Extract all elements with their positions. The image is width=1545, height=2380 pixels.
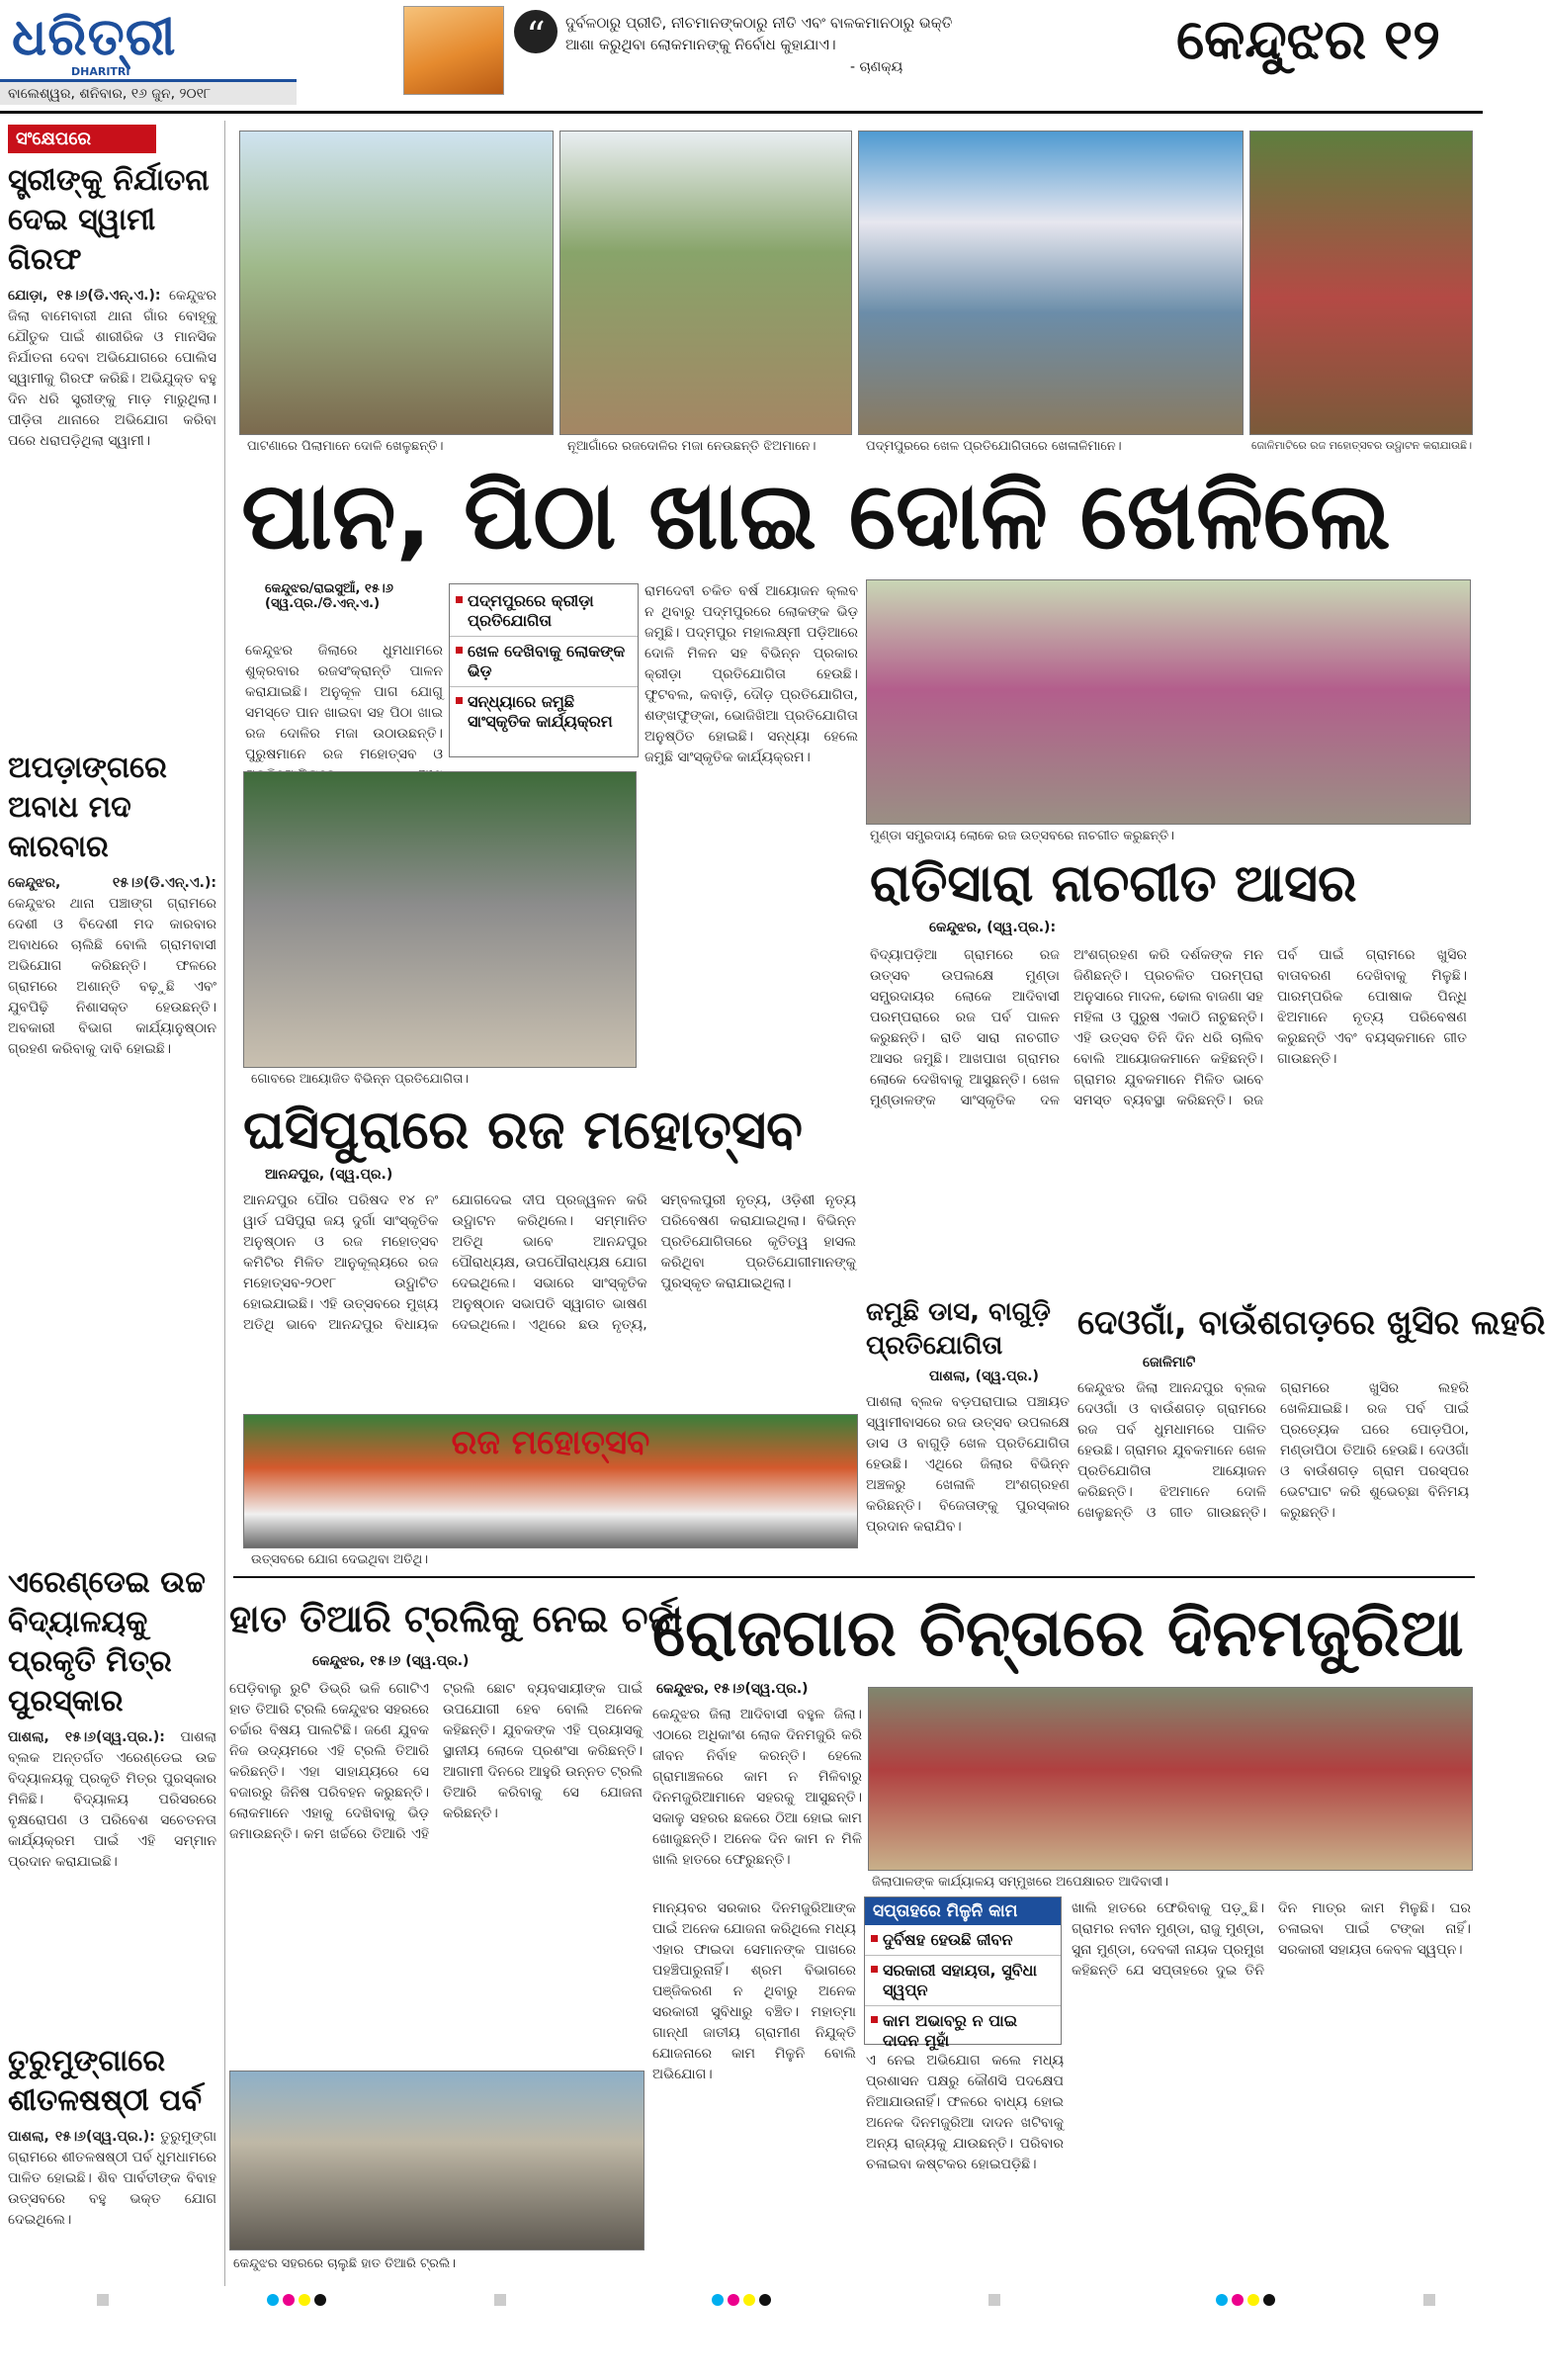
print-registration-marks (0, 2292, 1483, 2306)
highlight-item: ସନ୍ଧ୍ୟାରେ ଜମୁଛି ସାଂସ୍କୃତିକ କାର୍ଯ୍ୟକ୍ରମ (450, 687, 638, 737)
deogaon-story-dateline: ଜୋଳିମାଟି (1143, 1355, 1196, 1370)
brief-headline: ଅପଡ଼ାଙ୍ଗରେ ଅବାଧ ମଦ କାରବାର (8, 750, 167, 864)
lead-highlights-box (449, 583, 639, 757)
highlight-item: ଖେଳ ଦେଖିବାକୁ ଲୋକଙ୍କ ଭିଡ଼ (450, 637, 638, 687)
briefs-column (0, 121, 225, 2286)
highlight-item: ଦୁର୍ବିଷହ ହେଉଛି ଜୀବନ (865, 1925, 1061, 1956)
quote-author: - ଚାଣକ୍ୟ (850, 59, 903, 75)
brief-dateline: କେନ୍ଦୁଝର, ୧୫।୬(ଡି.ଏନ୍.ଏ.): (8, 875, 216, 891)
registration-dot (1247, 2294, 1259, 2306)
registration-dot (267, 2294, 279, 2306)
bauri-story-body: ପାଶଲା ବ୍ଲକ ବଡ଼ପରାପାଇ ପଞ୍ଚାୟତ ସ୍ୱାମୀବାସରେ ରଜ ଉତ୍ସବ ଉପଲକ୍ଷେ ଡାସ ଓ ବାଗୁଡ଼ି ଖେଳ ପ୍ରତିଯୋଗିତା ହେଉଛି। ଏଥିରେ ଜିଲାର ବିଭିନ୍ନ ଅଞ୍ଚଳରୁ ଖେଳାଳି ଅଂଶଗ୍ରହଣ କରିଛନ୍ତି। ବିଜେତାଙ୍କୁ ପୁରସ୍କାର ପ୍ରଦାନ କରାଯିବ। (866, 1394, 1070, 1535)
brief-headline: ତୁରୁମୁଙ୍ଗାରେ ଶୀତଳଷଷ୍ଠୀ ପର୍ବ (8, 2044, 203, 2118)
brief-item (0, 2040, 224, 2380)
festival-banner: ରଜ ମହୋତ୍ସବ (451, 1423, 650, 1462)
lead-headline: ପାନ, ପିଠା ଖାଇ ଦୋଳି ଖେଳିଲେ (241, 463, 1391, 571)
photo-hand-trolley (229, 2071, 644, 2250)
registration-dot (728, 2294, 739, 2306)
photo-village-swing (559, 131, 852, 435)
photo-caption: ମୁଣ୍ଡା ସମ୍ପ୍ରଦାୟ ଲୋକେ ରଜ ଉତ୍ସବରେ ନାଚଗୀତ କରୁଛନ୍ତି। (870, 829, 1175, 843)
briefs-tag: ସଂକ୍ଷେପରେ (8, 125, 156, 153)
chanakya-portrait (403, 6, 504, 95)
newspaper-logo-sub: DHARITRI (71, 65, 130, 78)
photo-caption: କେନ୍ଦୁଝର ସହରରେ ଚାଲୁଛି ହାତ ତିଆରି ଟ୍ରଲି। (233, 2256, 456, 2271)
photo-caption: ଜିଲାପାଳଙ୍କ କାର୍ଯ୍ୟାଳୟ ସମ୍ମୁଖରେ ଅପେକ୍ଷାରତ ଆଦିବାସୀ। (872, 1875, 1168, 1890)
photo-caption: ପଦ୍ମପୁରରେ ଖେଳ ପ୍ରତିଯୋଗିତାରେ ଖେଳାଳିମାନେ। (866, 439, 1122, 454)
night-story-headline: ରାତିସାରା ନାଚଗୀତ ଆସର (870, 854, 1357, 914)
labour-story-body-3: ଏ ନେଇ ଅଭିଯୋଗ କଲେ ମଧ୍ୟ ପ୍ରଶାସନ ପକ୍ଷରୁ କୌଣସି ପଦକ୍ଷେପ ନିଆଯାଉନାହିଁ। ଫଳରେ ବାଧ୍ୟ ହୋଇ ଅନେକ ଦିନମଜୁରିଆ ଦାଦନ ଖଟିବାକୁ ଅନ୍ୟ ରାଜ୍ୟକୁ ଯାଉଛନ୍ତି। ପରିବାର ଚଳାଇବା କଷ୍ଟକର ହୋଇପଡ଼ିଛି। (866, 2053, 1064, 2172)
labour-story-headline: ରୋଜଗାର ଚିନ୍ତାରେ ଦିନମଜୁରିଆ (652, 1595, 1464, 1671)
brief-dateline: ପାଶଲା, ୧୫।୬(ସ୍ୱ.ପ୍ର.): (8, 2129, 155, 2145)
labour-story-dateline: କେନ୍ଦୁଝର, ୧୫।୬(ସ୍ୱ.ପ୍ର.) (656, 1681, 809, 1697)
photo-caption: ଉତ୍ସବରେ ଯୋଗ ଦେଇଥିବା ଅତିଥି। (251, 1552, 429, 1567)
registration-dot (314, 2294, 326, 2306)
lead-body-2: ରାମଦେବୀ ଚକିତ ବର୍ଷ ଆୟୋଜନ କ୍ଲବ ନ ଥିବାରୁ ପଦ୍ମପୁରରେ ଲୋକଙ୍କ ଭିଡ଼ ଜମୁଛି। ପଦ୍ମପୁର ମହାଲକ୍ଷ୍ମୀ ପଡ଼ିଆରେ ଦୋଳି ମିଳନ ସହ ବିଭିନ୍ନ ପ୍ରକାର କ୍ରୀଡ଼ା ପ୍ରତିଯୋଗିତା ହେଉଛି। ଫୁଟବଲ, କବାଡ଼ି, ଦୌଡ଼ ପ୍ରତିଯୋଗିତା, ଶଙ୍ଖଫୁଙ୍କା, ଭୋଜିଖିଆ ପ୍ରତିଯୋଗିତା ଅନୁଷ୍ଠିତ ହୋଇଛି। ସନ୍ଧ୍ୟା ହେଲେ ଜମୁଛି ସାଂସ୍କୃତିକ କାର୍ଯ୍ୟକ୍ରମ। (644, 583, 858, 765)
raja-story-body: ଆନନ୍ଦପୁର ପୌର ପରିଷଦ ୧୪ ନଂ ୱାର୍ଡ ଘସିପୁରା ଜୟ ଦୁର୍ଗା ସାଂସ୍କୃତିକ ଅନୁଷ୍ଠାନ ଓ ରଜ ମହୋତ୍ସବ କମିଟିର ମିଳିତ ଆନୁକୂଲ୍ୟରେ ରଜ ମହୋତ୍ସବ-୨୦୧୮ ଉଦ୍ଘାଟିତ ହୋଇଯାଇଛି। ଏହି ଉତ୍ସବରେ ମୁଖ୍ୟ ଅତିଥି ଭାବେ ଆନନ୍ଦପୁର ବିଧାୟକ ଯୋଗଦେଇ ଦୀପ ପ୍ରଜ୍ୱଳନ କରି ଉଦ୍ଘାଟନ କରିଥିଲେ। ସମ୍ମାନିତ ଅତିଥି ଭାବେ ଆନନ୍ଦପୁର ପୌରାଧ୍ୟକ୍ଷ, ଉପପୌରାଧ୍ୟକ୍ଷ ଯୋଗ ଦେଇଥିଲେ। ସଭାରେ ସାଂସ୍କୃତିକ ଅନୁଷ୍ଠାନ ସଭାପତି ସ୍ୱାଗତ ଭାଷଣ ଦେଇଥିଲେ। ଏଥିରେ ଛଉ ନୃତ୍ୟ, ସମ୍ବଲପୁରୀ ନୃତ୍ୟ, ଓଡ଼ିଶୀ ନୃତ୍ୟ ପରିବେଷଣ କରାଯାଇଥିଲା। ବିଭିନ୍ନ ପ୍ରତିଯୋଗିତାରେ କୃତିତ୍ୱ ହାସଲ କରିଥିବା ପ୍ରତିଯୋଗୀମାନଙ୍କୁ ପୁରସ୍କୃତ କରାଯାଇଥିଲା। (243, 1192, 856, 1333)
masthead-divider (0, 111, 1483, 114)
brief-headline: ଏରେଣ୍ଡେଇ ଉଚ୍ଚ ବିଦ୍ୟାଳୟକୁ ପ୍ରକୃତି ମିତ୍ର ପୁରସ୍କାର (8, 1565, 206, 1719)
quote-text: ଦୁର୍ବଳଠାରୁ ପ୍ରୀତି, ନୀଚମାନଙ୍କଠାରୁ ନୀତି ଏବଂ ବାଳକମାନଠାରୁ ଭକ୍ତି ଆଶା କରୁଥିବା ଲୋକମାନଙ୍କୁ ନିର୍ବୋଧ କୁହାଯାଏ। (565, 14, 953, 53)
deogaon-story-headline: ଦେଓଗାଁ, ବାଉଁଶଗଡ଼ରେ ଖୁସିର ଲହରି (1077, 1303, 1545, 1343)
photo-tribal-dance (866, 579, 1471, 825)
brief-item (0, 1561, 224, 2040)
registration-dot (743, 2294, 755, 2306)
night-story-body: ବିଦ୍ୟାପଡ଼ିଆ ଗ୍ରାମରେ ରଜ ଉତ୍ସବ ଉପଲକ୍ଷେ ମୁଣ୍ଡା ସମ୍ପ୍ରଦାୟର ଲୋକେ ଆଦିବାସୀ ପରମ୍ପରାରେ ରଜ ପର୍ବ ପାଳନ କରୁଛନ୍ତି। ରାତି ସାରା ନାଚଗୀତ ଆସର ଜମୁଛି। ଆଖପାଖ ଗ୍ରାମର ଲୋକେ ଦେଖିବାକୁ ଆସୁଛନ୍ତି। ଖେଳ ମୁଣ୍ଡାଳଙ୍କ ସାଂସ୍କୃତିକ ଦଳ ଅଂଶଗ୍ରହଣ କରି ଦର୍ଶକଙ୍କ ମନ ଜିଣିଛନ୍ତି। ପ୍ରଚଳିତ ପରମ୍ପରା ଅନୁସାରେ ମାଦଳ, ଢୋଲ ବାଜଣା ସହ ମହିଳା ଓ ପୁରୁଷ ଏକାଠି ନାଚୁଛନ୍ତି। ଏହି ଉତ୍ସବ ତିନି ଦିନ ଧରି ଚାଲିବ ବୋଲି ଆୟୋଜକମାନେ କହିଛନ୍ତି। ଗ୍ରାମର ଯୁବକମାନେ ମିଳିତ ଭାବେ ସମସ୍ତ ବ୍ୟବସ୍ଥା କରିଛନ୍ତି। ରଜ ପର୍ବ ପାଇଁ ଗ୍ରାମରେ ଖୁସିର ବାତାବରଣ ଦେଖିବାକୁ ମିଳୁଛି। ପାରମ୍ପରିକ ପୋଷାକ ପିନ୍ଧି ଝିଅମାନେ ନୃତ୍ୟ ପରିବେଷଣ କରୁଛନ୍ତି ଏବଂ ବୟସ୍କମାନେ ଗୀତ ଗାଉଛନ୍ତି। (870, 947, 1467, 1108)
brief-body: ତୁରୁମୁଙ୍ଗା ଗ୍ରାମରେ ଶୀତଳଷଷ୍ଠୀ ପର୍ବ ଧୁମଧାମରେ ପାଳିତ ହୋଇଛି। ଶିବ ପାର୍ବତୀଙ୍କ ବିବାହ ଉତ୍ସବରେ ବହୁ ଭକ୍ତ ଯୋଗ ଦେଇଥିଲେ। (8, 2129, 217, 2228)
issue-dateline: ବାଲେଶ୍ୱର, ଶନିବାର, ୧୬ ଜୁନ, ୨୦୧୮ (0, 79, 297, 105)
deogaon-story-body: କେନ୍ଦୁଝର ଜିଲା ଆନନ୍ଦପୁର ବ୍ଲକ ଦେଓଗାଁ ଓ ବାଉଁଶଗଡ଼ ଗ୍ରାମରେ ରଜ ପର୍ବ ଧୁମଧାମରେ ପାଳିତ ହେଉଛି। ଗ୍ରାମର ଯୁବକମାନେ ଖେଳ ପ୍ରତିଯୋଗିତା ଆୟୋଜନ କରିଛନ୍ତି। ଝିଅମାନେ ଦୋଳି ଖେଳୁଛନ୍ତି ଓ ଗୀତ ଗାଉଛନ୍ତି। ଗ୍ରାମରେ ଖୁସିର ଲହରି ଖେଳିଯାଇଛି। ରଜ ପର୍ବ ପାଇଁ ପ୍ରତ୍ୟେକ ଘରେ ପୋଡ଼ପିଠା, ମଣ୍ଡାପିଠା ତିଆରି ହେଉଛି। ଦେଓଗାଁ ଓ ବାଉଁଶଗଡ଼ ଗ୍ରାମ ପରସ୍ପର ଭେଟଘାଟ କରି ଶୁଭେଚ୍ଛା ବିନିମୟ କରୁଛନ୍ତି। (1077, 1380, 1469, 1521)
labour-story-body-1-cont (652, 1863, 862, 1896)
trolley-story-dateline: କେନ୍ଦୁଝର, ୧୫।୬ (ସ୍ୱ.ପ୍ର.) (312, 1653, 470, 1669)
photo-crowd-games (243, 771, 637, 1068)
trolley-story-body: ପେଡ଼ିବାଲୁ ରୁଟି ଡିଭ୍ରି ଭଳି ଗୋଟିଏ ହାତ ତିଆରି ଟ୍ରଲି କେନ୍ଦୁଝର ସହରରେ ଚର୍ଚ୍ଚାର ବିଷୟ ପାଲଟିଛି। ଜଣେ ଯୁବକ ନିଜ ଉଦ୍ୟମରେ ଏହି ଟ୍ରଲି ତିଆରି କରିଛନ୍ତି। ଏହା ସାହାଯ୍ୟରେ ସେ ବଜାରରୁ ଜିନିଷ ପରିବହନ କରୁଛନ୍ତି। ଲୋକମାନେ ଏହାକୁ ଦେଖିବାକୁ ଭିଡ଼ ଜମାଉଛନ୍ତି। କମ ଖର୍ଚ୍ଚରେ ତିଆରି ଏହି ଟ୍ରଲି ଛୋଟ ବ୍ୟବସାୟୀଙ୍କ ପାଇଁ ଉପଯୋଗୀ ହେବ ବୋଲି ଅନେକ କହିଛନ୍ତି। ଯୁବକଙ୍କ ଏହି ପ୍ରୟାସକୁ ସ୍ଥାନୀୟ ଲୋକେ ପ୍ରଶଂସା କରିଛନ୍ତି। ଆଗାମୀ ଦିନରେ ଆହୁରି ଉନ୍ନତ ଟ୍ରଲି ତିଆରି କରିବାକୁ ସେ ଯୋଜନା କରିଛନ୍ତି। (229, 1681, 643, 1842)
brief-item (0, 159, 224, 747)
lead-dateline: କେନ୍ଦୁଝର/ରାଇସୁଆଁ, ୧୫।୬ (ସ୍ୱ.ପ୍ର./ଡି.ଏନ୍.ଏ.) (265, 581, 393, 611)
brief-dateline: ପାଶଲା, ୧୫।୬(ସ୍ୱ.ପ୍ର.): (8, 1729, 165, 1745)
brief-dateline: ଯୋଡ଼ା, ୧୫।୬(ଡି.ଏନ୍.ଏ.): (8, 288, 161, 304)
night-story-dateline: କେନ୍ଦୁଝର, (ସ୍ୱ.ପ୍ର.): (929, 920, 1057, 935)
newspaper-logo: ଧରିତ୍ରୀ (12, 8, 177, 67)
photo-daily-labourers (868, 1687, 1473, 1871)
masthead (0, 0, 1483, 117)
registration-dot (283, 2294, 295, 2306)
registration-square (494, 2294, 506, 2306)
page-number: ୧୨ (1384, 8, 1441, 72)
highlight-item: ପଦ୍ମପୁରରେ କ୍ରୀଡ଼ା ପ୍ରତିଯୋଗିତା (450, 586, 638, 637)
labour-story-body-2: ମାନ୍ୟବର ସରକାର ଦିନମଜୁରିଆଙ୍କ ପାଇଁ ଅନେକ ଯୋଜନା କରିଥିଲେ ମଧ୍ୟ ଏହାର ଫାଇଦା ସେମାନଙ୍କ ପାଖରେ ପହଞ୍ଚିପାରୁନାହିଁ। ଶ୍ରମ ବିଭାଗରେ ପଞ୍ଜିକରଣ ନ ଥିବାରୁ ଅନେକ ସରକାରୀ ସୁବିଧାରୁ ବଞ୍ଚିତ। ମହାତ୍ମା ଗାନ୍ଧୀ ଜାତୀୟ ଗ୍ରାମୀଣ ନିଯୁକ୍ତି ଯୋଜନାରେ କାମ ମିଳୁନି ବୋଲି ଅଭିଯୋଗ। (652, 1900, 856, 2082)
registration-dot (1232, 2294, 1244, 2306)
lead-body-1: କେନ୍ଦୁଝର ଜିଲାରେ ଧୁମଧାମରେ ଶୁକ୍ରବାର ରଜସଂକ୍ରାନ୍ତି ପାଳନ କରାଯାଇଛି। ଅନୁକୂଳ ପାଗ ଯୋଗୁ ସମସ୍ତେ ପାନ ଖାଇବା ସହ ପିଠା ଖାଇ ରଜ ଦୋଳିର ମଜା ଉଠାଉଛନ୍ତି। ପୁରୁଷମାନେ ରଜ ମହୋତ୍ସବ ଓ (245, 643, 443, 762)
labour-story-body-4: ଖାଲି ହାତରେ ଫେରିବାକୁ ପଡ଼ୁଛି। ଗ୍ରାମର ନବୀନ ମୁଣ୍ଡା, ରାଜୁ ମୁଣ୍ଡା, ସୁନା ମୁଣ୍ଡା, ଦେବକୀ ନାୟକ ପ୍ରମୁଖ କହିଛନ୍ତି ଯେ ସପ୍ତାହରେ ଦୁଇ ତିନି ଦିନ ମାତ୍ର କାମ ମିଳୁଛି। ଘର ଚଳାଇବା ପାଇଁ ଟଙ୍କା ନାହିଁ। ସରକାରୀ ସହାୟତା କେବଳ ସ୍ୱପ୍ନ। (1072, 1900, 1471, 1979)
raja-story-dateline: ଆନନ୍ଦପୁର, (ସ୍ୱ.ପ୍ର.) (265, 1167, 393, 1183)
raja-story-headline: ଘସିପୁରାରେ ରଜ ମହୋତ୍ସବ (243, 1099, 803, 1161)
registration-dot (1263, 2294, 1275, 2306)
registration-dot (759, 2294, 771, 2306)
photo-festival-guests (243, 1414, 858, 1548)
brief-body: ପାଶଲା ବ୍ଲକ ଅନ୍ତର୍ଗତ ଏରେଣ୍ଡେଇ ଉଚ୍ଚ ବିଦ୍ୟାଳୟକୁ ପ୍ରକୃତି ମିତ୍ର ପୁରସ୍କାର ମିଳିଛି। ବିଦ୍ୟାଳୟ ପରିସରରେ ବୃକ୍ଷରୋପଣ ଓ ପରିବେଶ ସଚେତନତା କାର୍ଯ୍ୟକ୍ରମ ପାଇଁ ଏହି ସମ୍ମାନ ପ୍ରଦାନ କରାଯାଇଛି। (8, 1729, 217, 1870)
photo-caption: ନୂଆଗାଁରେ ରଜଦୋଳିର ମଜା ନେଉଛନ୍ତି ଝିଅମାନେ। (567, 439, 816, 454)
bauri-story-headline: ଜମୁଛି ଡାସ, ବାଗୁଡ଼ି ପ୍ରତିଯୋଗିତା (866, 1297, 1051, 1361)
registration-square (988, 2294, 1000, 2306)
brief-headline: ସ୍ତ୍ରୀଙ୍କୁ ନିର୍ଯାତନା ଦେଇ ସ୍ୱାମୀ ଗିରଫ (8, 163, 210, 277)
registration-dot (1216, 2294, 1228, 2306)
photo-caption: ପାଟଣାରେ ପିଲାମାନେ ଦୋଳି ଖେଳୁଛନ୍ତି। (247, 439, 444, 454)
registration-square (97, 2294, 109, 2306)
photo-inauguration (1249, 131, 1473, 435)
photo-sports-team (858, 131, 1244, 435)
photo-swing-girls (239, 131, 554, 435)
photo-caption: ଗୋବରେ ଆୟୋଜିତ ବିଭିନ୍ନ ପ୍ରତିଯୋଗିତା। (251, 1072, 470, 1087)
brief-body: କେନ୍ଦୁଝର ଥାନା ପଞ୍ଚାଙ୍ଗ ଗ୍ରାମରେ ଦେଶୀ ଓ ବିଦେଶୀ ମଦ କାରବାର ଅବାଧରେ ଚାଲିଛି ବୋଲି ଗ୍ରାମବାସୀ ଅଭିଯୋଗ କରିଛନ୍ତି। ଫଳରେ ଗ୍ରାମରେ ଅଶାନ୍ତି ବଢ଼ୁଛି ଏବଂ ଯୁବପିଢ଼ି ନିଶାସକ୍ତ ହେଉଛନ୍ତି। ଅବକାରୀ ବିଭାଗ କାର୍ଯ୍ୟାନୁଷ୍ଠାନ ଗ୍ରହଣ କରିବାକୁ ଦାବି ହୋଇଛି। (8, 896, 216, 1057)
brief-item (0, 747, 224, 1561)
section-divider (233, 1576, 1475, 1578)
registration-dot (712, 2294, 724, 2306)
bauri-story-dateline: ପାଶଲା, (ସ୍ୱ.ପ୍ର.) (929, 1368, 1039, 1384)
quote-icon: “ (514, 10, 558, 53)
brief-body: କେନ୍ଦୁଝର ଜିଲା ବାମେବାରୀ ଥାନା ଗାଁର ବୋହୂକୁ ଯୌତୁକ ପାଇଁ ଶାରୀରିକ ଓ ମାନସିକ ନିର୍ଯାତନା ଦେବା ଅଭିଯୋଗରେ ପୋଲିସ ସ୍ୱାମୀକୁ ଗିରଫ କରିଛି। ଅଭିଯୁକ୍ତ ବହୁ ଦିନ ଧରି ସ୍ତ୍ରୀଙ୍କୁ ମାଡ଼ ମାରୁଥିଲା। ପୀଡ଼ିତା ଥାନାରେ ଅଭିଯୋଗ କରିବା ପରେ ଧରାପଡ଼ିଥିଲା ସ୍ୱାମୀ। (8, 288, 217, 449)
registration-dot (299, 2294, 310, 2306)
labour-highlights-box (864, 1896, 1062, 2050)
section-name: କେନ୍ଦୁଝର (1176, 8, 1367, 72)
trolley-story-headline: ହାତ ତିଆରି ଟ୍ରଲିକୁ ନେଇ ଚର୍ଚ୍ଚା (229, 1597, 683, 1640)
labour-box-title: ସପ୍ତାହରେ ମିଳୁନି କାମ (865, 1897, 1061, 1925)
registration-square (1423, 2294, 1435, 2306)
labour-story-body-1: କେନ୍ଦୁଝର ଜିଲା ଆଦିବାସୀ ବହୁଳ ଜିଲା। ଏଠାରେ ଅଧିକାଂଶ ଲୋକ ଦିନମଜୁରି କରି ଜୀବନ ନିର୍ବାହ କରନ୍ତି। ହେଲେ ଗ୍ରାମାଞ୍ଚଳରେ କାମ ନ ମିଳିବାରୁ ଦିନମଜୁରିଆମାନେ ସହରକୁ ଆସୁଛନ୍ତି। ସକାଳୁ ସହରର ଛକରେ ଠିଆ ହୋଇ କାମ ଖୋଜୁଛନ୍ତି। ଅନେକ ଦିନ କାମ ନ ମିଳି ଖାଲି ହାତରେ ଫେରୁଛନ୍ତି। (652, 1707, 862, 1868)
highlight-item: କାମ ଅଭାବରୁ ନ ପାଇ ଦାଦନ ମୁହାଁ (865, 2006, 1061, 2056)
highlight-item: ସରକାରୀ ସହାୟତା, ସୁବିଧା ସ୍ୱପ୍ନ (865, 1956, 1061, 2006)
photo-caption: ଜୋଳିମାଟିରେ ରଜ ମହୋତ୍ସବର ଉଦ୍ଘାଟନ କରାଯାଉଛି। (1251, 439, 1473, 452)
